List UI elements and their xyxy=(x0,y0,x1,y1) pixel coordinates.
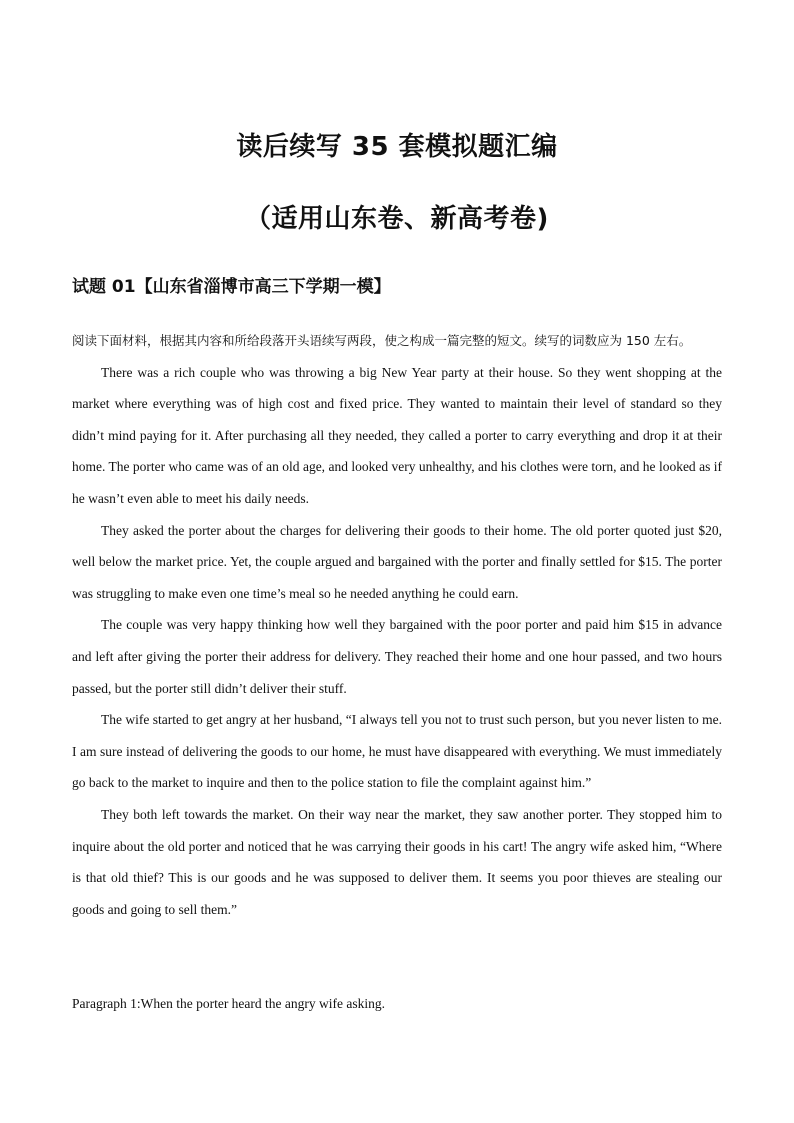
story-paragraph-5: They both left towards the market. On their way near the market, they saw another porter. They stopped him to inquire about the old porter and noticed that he was carrying their goods in his cart! The angry wife asked him, “Where is that old thief? This is our goods and he was supposed to deliver them. It seems you poor thieves are stealing our goods and going to sell them.” xyxy=(72,806,722,917)
question-body xyxy=(72,325,722,925)
story-paragraph-4: The wife started to get angry at her husband, “I always tell you not to trust such person, but you never listen to me. I am sure instead of delivering the goods to our home, he must have disappeared with everything. We must immediately go back to the market to inquire and then to the police station to file the complaint against him.” xyxy=(72,712,722,791)
document-subtitle: （适用山东卷、新高考卷) xyxy=(245,204,549,234)
story-paragraph-3: The couple was very happy thinking how well they bargained with the poor porter and paid him $15 in advance and left after giving the porter their address for delivery. They reached their home and one hour passed, and two hours passed, but the porter still didn’t deliver their stuff. xyxy=(72,617,722,696)
question-heading: 试题 01【山东省淄博市高三下学期一模】 xyxy=(72,277,391,297)
story-paragraph-2: They asked the porter about the charges for delivering their goods to their home. The old porter quoted just $20, well below the market price. Yet, the couple argued and bargained with the porter and finally settled for $15. The porter was struggling to make even one time’s meal so he needed anything he could earn. xyxy=(72,522,722,601)
story-paragraph-1: There was a rich couple who was throwing a big New Year party at their house. So they went shopping at the market where everything was of high cost and fixed price. They wanted to maintain their level of standard so they didn’t mind paying for it. After purchasing all they needed, they called a porter to carry everything and drop it at their home. The porter who came was of an old age, and looked very unhealthy, and his clothes were torn, and he looked as if he wasn’t even able to meet his daily needs. xyxy=(72,364,722,506)
instructions: 阅读下面材料，根据其内容和所给段落开头语续写两段，使之构成一篇完整的短文。续写的词数应为 150 左右。 xyxy=(72,333,692,348)
document-title: 读后续写 35 套模拟题汇编 xyxy=(236,132,558,162)
paragraph-1-prompt: Paragraph 1:When the porter heard the angry wife asking. xyxy=(72,996,386,1011)
